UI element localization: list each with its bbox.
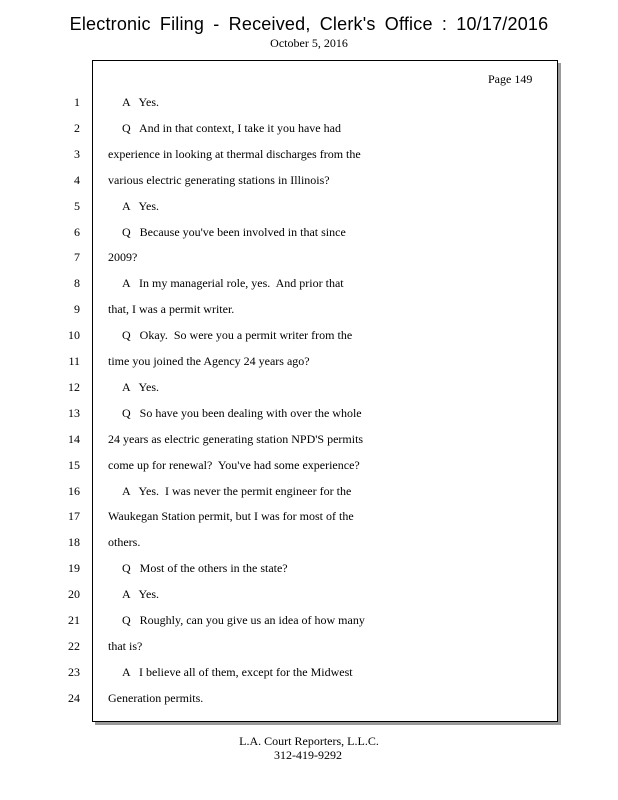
transcript-line [0, 301, 618, 317]
line-number: 15 [68, 457, 80, 472]
page-number: Page 149 [488, 72, 533, 86]
transcript-line [0, 172, 618, 188]
line-text: Q Roughly, can you give us an idea of how many [122, 613, 365, 627]
line-text: experience in looking at thermal discharges from the [108, 146, 361, 161]
line-text: A Yes. [122, 587, 160, 602]
line-number: 8 [74, 276, 80, 291]
transcript-line [0, 146, 618, 162]
line-number: 2 [74, 120, 80, 135]
line-text: time you joined the Agency 24 years ago? [108, 354, 310, 368]
line-number: 13 [68, 405, 80, 420]
line-text: A In my managerial role, yes. And prior that [122, 276, 344, 291]
line-number: 5 [74, 198, 80, 213]
line-number: 12 [68, 379, 80, 394]
transcript-line [0, 431, 618, 447]
line-text: A Yes. [122, 95, 160, 109]
transcript-date: October 5, 2016 [270, 36, 348, 50]
filing-stamp: Electronic Filing - Received, Clerk's Office : 10/17/2016 [69, 14, 549, 34]
transcript-line [0, 353, 618, 369]
court-reporter-name: L.A. Court Reporters, L.L.C. [239, 734, 379, 748]
transcript-line [0, 405, 618, 421]
line-text: others. [108, 535, 141, 550]
transcript-line [0, 120, 618, 136]
line-number: 11 [68, 354, 80, 368]
line-number: 6 [74, 224, 80, 239]
line-text: A Yes. [122, 379, 160, 394]
line-number: 19 [68, 561, 80, 576]
transcript-line [0, 560, 618, 576]
line-text: that, I was a permit writer. [108, 302, 235, 317]
line-text: Q Most of the others in the state? [122, 561, 288, 576]
line-number: 23 [68, 664, 80, 679]
line-number: 21 [68, 613, 80, 627]
line-text: Q Okay. So were you a permit writer from the [122, 328, 353, 343]
line-number: 20 [68, 587, 80, 602]
transcript-line [0, 94, 618, 110]
court-reporter-phone: 312-419-9292 [274, 748, 342, 762]
line-text: Q So have you been dealing with over the whole [122, 405, 362, 420]
transcript-line [0, 224, 618, 240]
line-text: various electric generating stations in Illinois? [108, 172, 330, 187]
line-text: Q And in that context, I take it you have had [122, 120, 341, 135]
transcript-line [0, 198, 618, 214]
line-number: 17 [68, 509, 80, 524]
line-text: come up for renewal? You've had some experience? [108, 457, 360, 472]
line-number: 3 [74, 146, 80, 161]
transcript-line [0, 534, 618, 550]
line-text: that is? [108, 638, 143, 653]
transcript-line [0, 483, 618, 499]
transcript-line [0, 249, 618, 265]
line-text: Generation permits. [108, 690, 204, 705]
transcript-line [0, 664, 618, 680]
transcript-line [0, 379, 618, 395]
transcript-line [0, 275, 618, 291]
line-number: 1 [74, 95, 80, 109]
transcript-line [0, 508, 618, 524]
transcript-line [0, 638, 618, 654]
line-text: 2009? [108, 250, 138, 265]
line-text: A I believe all of them, except for the Midwest [122, 664, 353, 679]
line-text: 24 years as electric generating station NPD'S permits [108, 431, 364, 446]
transcript-line [0, 586, 618, 602]
line-text: Waukegan Station permit, but I was for most of the [108, 509, 354, 524]
line-number: 10 [68, 328, 80, 343]
line-number: 24 [68, 690, 80, 705]
line-number: 18 [68, 535, 80, 550]
transcript-line [0, 690, 618, 706]
line-number: 16 [68, 483, 80, 498]
line-text: A Yes. I was never the permit engineer for the [122, 483, 352, 498]
transcript-line [0, 457, 618, 473]
line-text: Q Because you've been involved in that since [122, 224, 346, 239]
line-number: 9 [74, 302, 80, 317]
line-text: A Yes. [122, 198, 160, 213]
transcript-line [0, 327, 618, 343]
transcript-line [0, 612, 618, 628]
line-number: 22 [68, 638, 80, 653]
line-number: 4 [74, 172, 80, 187]
line-number: 14 [68, 431, 80, 446]
line-number: 7 [74, 250, 80, 265]
